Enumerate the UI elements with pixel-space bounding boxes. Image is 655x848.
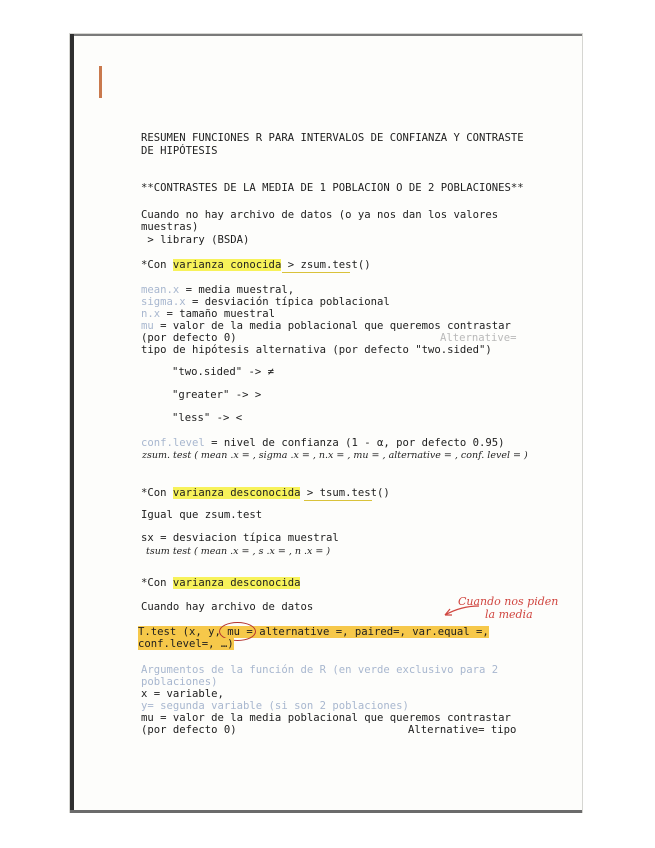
mu-line: mu = valor de la media poblacional que queremos contrastar	[141, 712, 511, 724]
unknown-variance-line: *Con varianza desconocida > tsum.test()	[141, 487, 390, 499]
param-mu: mu = valor de la media poblacional que queremos contrastar	[141, 320, 511, 332]
intro-line1: Cuando no hay archivo de datos (o ya nos dan los valores	[141, 209, 499, 221]
ttest-mu: mu =	[227, 626, 253, 638]
tsum-underline	[304, 500, 372, 501]
zsum-underline	[282, 272, 350, 273]
alt-greater: "greater" -> >	[172, 389, 262, 401]
red-note-line1: Cuando nos piden	[458, 595, 559, 608]
alt-two-sided: "two.sided" -> ≠	[172, 366, 275, 378]
red-arrow-icon	[441, 600, 481, 620]
known-variance-line: *Con varianza conocida > zsum.test()	[141, 259, 371, 271]
sx-line: sx = desviacion típica muestral	[141, 532, 339, 544]
args-heading-line2: poblaciones)	[141, 676, 218, 688]
archivo-line: Cuando hay archivo de datos	[141, 601, 314, 613]
paper-left-edge	[70, 34, 74, 812]
last-default: (por defecto 0)	[141, 724, 237, 736]
args-heading: Argumentos de la función de R (en verde exclusivo para 2	[141, 664, 499, 676]
unknown-variance-highlight: varianza desconocida	[172, 487, 301, 499]
margin-mark	[99, 66, 102, 98]
param-mean-x: mean.x = media muestral,	[141, 284, 295, 296]
red-note-line2: la media	[485, 608, 533, 621]
param-n-x: n.x = tamaño muestral	[141, 308, 275, 320]
doc-title-line1: RESUMEN FUNCIONES R PARA INTERVALOS DE CONFIANZA Y CONTRASTE	[141, 132, 524, 144]
paper-bottom-edge	[70, 810, 582, 813]
tsum-func: tsum.test()	[319, 487, 390, 499]
known-variance-highlight: varianza conocida	[172, 259, 282, 271]
alternative-description: tipo de hipótesis alternativa (por defecto "two.sided")	[141, 344, 492, 356]
alt-less: "less" -> <	[172, 412, 243, 424]
ttest-line1: T.test (x, y, mu = alternative =, paired=, var.equal =,	[138, 626, 489, 638]
default-zero: (por defecto 0)	[141, 332, 237, 344]
ttest-line2: conf.level=, …)	[138, 638, 234, 650]
param-sigma-x: sigma.x = desviación típica poblacional	[141, 296, 390, 308]
intro-line2: muestras)	[141, 221, 199, 233]
var-y-line: y= segunda variable (si son 2 poblaciones)	[141, 700, 409, 712]
alternative-bleed-label: Alternative=	[440, 332, 517, 344]
section-heading: **CONTRASTES DE LA MEDIA DE 1 POBLACION O DE 2 POBLACIONES**	[141, 182, 524, 194]
zsum-func: zsum.test()	[300, 259, 371, 271]
last-alternative: Alternative= tipo	[408, 724, 517, 736]
var-x-line: x = variable,	[141, 688, 224, 700]
handwritten-zsum: zsum. test ( mean .x = , sigma .x = , n.x = , mu = , alternative = , conf. level = )	[142, 450, 528, 461]
igual-line: Igual que zsum.test	[141, 509, 263, 521]
paper-top-edge	[70, 34, 582, 36]
unknown-variance-line2: *Con varianza desconocida	[141, 577, 301, 589]
library-line: > library (BSDA)	[141, 234, 250, 246]
unknown-variance-highlight2: varianza desconocida	[172, 577, 301, 589]
conf-level-line: conf.level = nivel de confianza (1 - α, por defecto 0.95)	[141, 437, 505, 449]
handwritten-tsum: tsum test ( mean .x = , s .x = , n .x = )	[146, 546, 331, 557]
doc-title-line2: DE HIPÓTESIS	[141, 145, 218, 157]
